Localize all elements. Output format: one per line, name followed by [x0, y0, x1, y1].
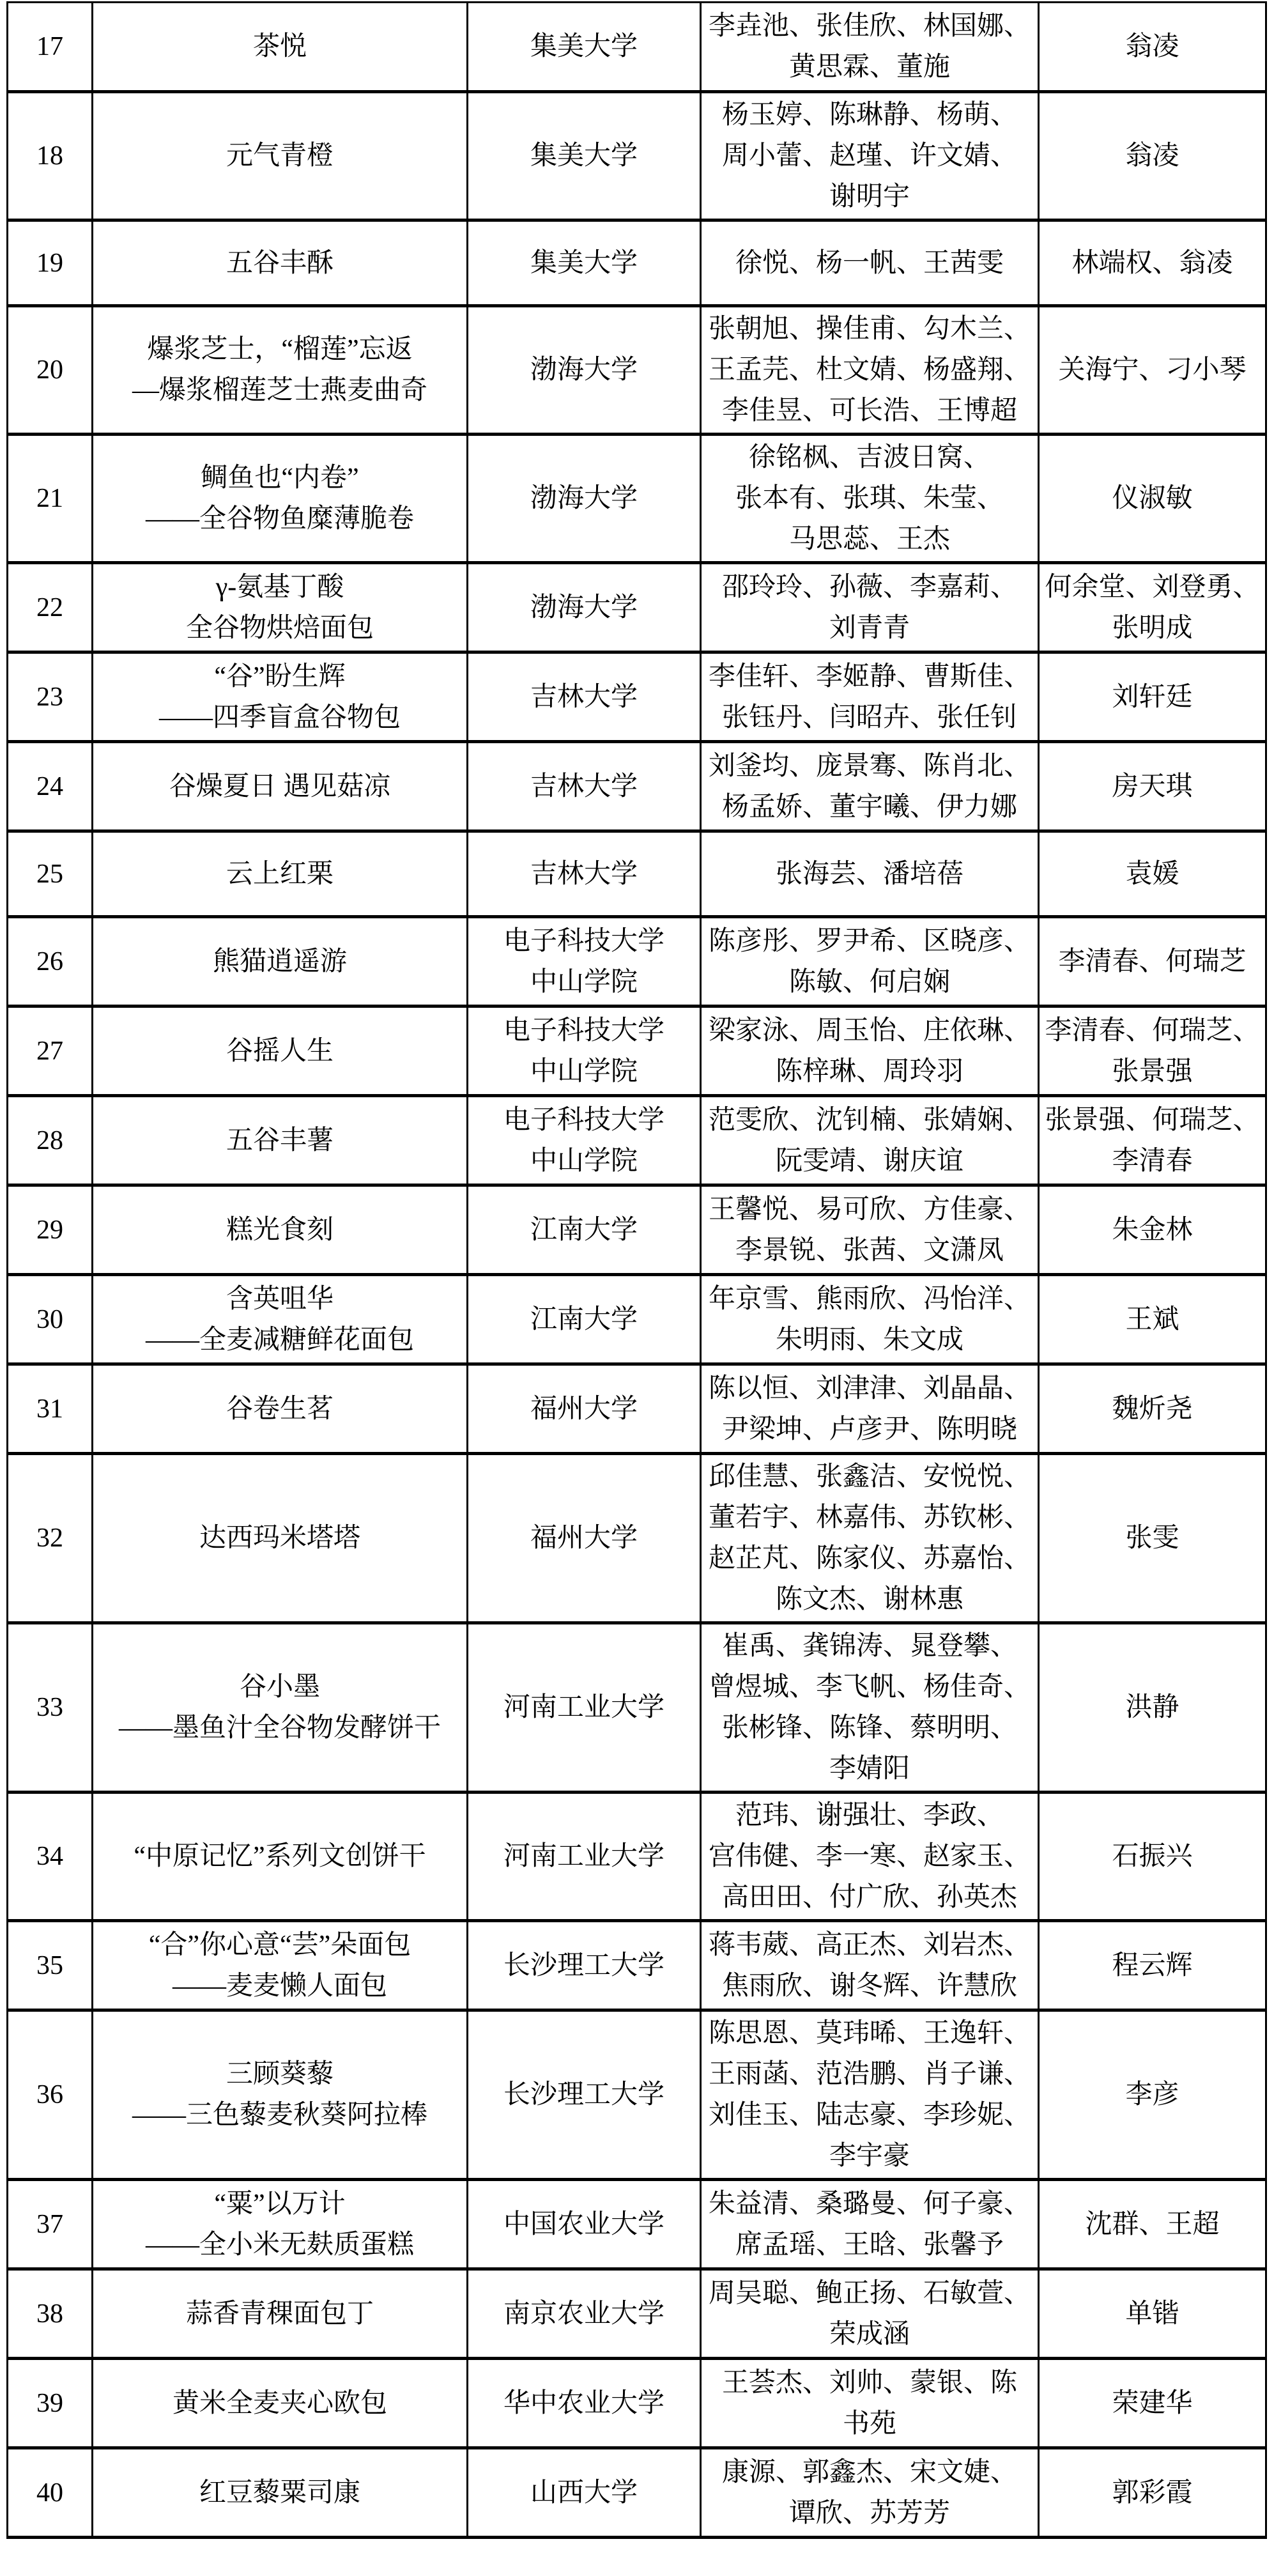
team-members-cell: [701, 831, 1039, 917]
row-number-cell: 40: [8, 2448, 93, 2538]
university-cell: [468, 2180, 701, 2269]
university-cell: [468, 3, 701, 92]
team-members-cell: [701, 563, 1039, 652]
text-line: 陈敏、何启娴: [788, 967, 950, 997]
advisor-cell: [1039, 2359, 1266, 2448]
awards-table-body: [8, 3, 1266, 2538]
row-number-cell: 18: [8, 92, 93, 220]
text-line: 李佳昱、可长浩、王博超: [721, 396, 1017, 426]
row-number-cell: 23: [8, 652, 93, 742]
text-line: 康源、郭鑫杰、宋文婕、: [721, 2457, 1017, 2487]
text-line: 南京农业大学: [503, 2299, 664, 2329]
text-line: 范雯欣、沈钊楠、张婧娴、: [708, 1105, 1031, 1135]
table-row: [8, 831, 1266, 917]
text-line: 荣成涵: [829, 2319, 910, 2349]
text-line: 书苑: [842, 2409, 896, 2439]
project-name-cell: [93, 1185, 468, 1275]
table-row: [8, 1006, 1266, 1096]
text-line: “中原记忆”系列文创饼干: [134, 1842, 426, 1871]
table-row: [8, 1185, 1266, 1275]
team-members-cell: [701, 2448, 1039, 2538]
text-line: 张明成: [1112, 613, 1193, 643]
university-cell: [468, 306, 701, 435]
advisor-cell: [1039, 1364, 1266, 1454]
row-number-cell: 25: [8, 831, 93, 917]
advisor-cell: [1039, 831, 1266, 917]
text-line: 阮雯靖、谢庆谊: [775, 1146, 963, 1176]
text-line: 刘佳玉、陆志豪、李珍妮、: [708, 2101, 1031, 2130]
text-line: 陈思恩、莫玮晞、王逸轩、: [708, 2019, 1031, 2048]
team-members-cell: [701, 1921, 1039, 2010]
advisor-cell: [1039, 742, 1266, 831]
university-cell: [468, 2448, 701, 2538]
row-number-cell: 30: [8, 1275, 93, 1364]
team-members-cell: [701, 2269, 1039, 2359]
table-row: [8, 2010, 1266, 2180]
row-number-cell: 20: [8, 306, 93, 435]
text-line: 年京雪、熊雨欣、冯怡洋、: [708, 1284, 1031, 1314]
text-line: 中山学院: [530, 1056, 638, 1086]
row-number-cell: 21: [8, 435, 93, 563]
university-cell: [468, 2359, 701, 2448]
text-line: 谷卷生茗: [226, 1394, 334, 1424]
university-cell: [468, 1623, 701, 1793]
project-name-cell: [93, 2010, 468, 2180]
text-line: 红豆藜粟司康: [199, 2478, 360, 2508]
text-line: 王馨悦、易可欣、方佳豪、: [708, 1194, 1031, 1224]
text-line: 全谷物烘焙面包: [185, 613, 374, 643]
university-cell: [468, 2269, 701, 2359]
advisor-cell: [1039, 652, 1266, 742]
text-line: 谷摇人生: [226, 1036, 334, 1066]
text-line: 杨玉婷、陈琳静、杨萌、: [721, 100, 1017, 130]
team-members-cell: [701, 917, 1039, 1006]
project-name-cell: [93, 435, 468, 563]
text-line: 渤海大学: [530, 592, 638, 622]
project-name-cell: [93, 1623, 468, 1793]
text-line: 蒋韦葳、高正杰、刘岩杰、: [708, 1930, 1031, 1960]
project-name-cell: [93, 220, 468, 306]
university-cell: [468, 831, 701, 917]
project-name-cell: [93, 2269, 468, 2359]
row-number-cell: 17: [8, 3, 93, 92]
project-name-cell: [93, 742, 468, 831]
text-line: ——三色藜麦秋葵阿拉棒: [132, 2101, 427, 2130]
university-cell: [468, 1454, 701, 1623]
project-name-cell: [93, 2180, 468, 2269]
text-line: 中山学院: [530, 967, 638, 997]
text-line: 李佳轩、李姬静、曹斯佳、: [708, 661, 1031, 691]
text-line: “合”你心意“芸”朵面包: [148, 1930, 411, 1960]
text-line: 陈以恒、刘津津、刘晶晶、: [708, 1373, 1031, 1403]
text-line: 洪静: [1125, 1693, 1179, 1722]
project-name-cell: [93, 3, 468, 92]
row-number-cell: 32: [8, 1454, 93, 1623]
text-line: 爆浆芝士，“榴莲”忘返: [147, 335, 413, 364]
university-cell: [468, 1364, 701, 1454]
text-line: 渤海大学: [530, 484, 638, 513]
text-line: 邵玲玲、孙薇、李嘉莉、: [721, 572, 1017, 602]
text-line: 周小蕾、赵瑾、许文婧、: [721, 141, 1017, 171]
text-line: 王雨菡、范浩鹏、肖子谦、: [708, 2060, 1031, 2089]
text-line: 福州大学: [530, 1523, 638, 1553]
text-line: 吉林大学: [530, 771, 638, 801]
advisor-cell: [1039, 1793, 1266, 1921]
text-line: 刘釜均、庞景骞、陈肖北、: [708, 751, 1031, 781]
row-number-cell: 31: [8, 1364, 93, 1454]
text-line: 蒜香青稞面包丁: [185, 2299, 374, 2329]
text-line: 朱益清、桑璐曼、何子豪、: [708, 2189, 1031, 2219]
project-name-cell: [93, 306, 468, 435]
text-line: 五谷丰薯: [226, 1125, 334, 1155]
row-number-cell: 34: [8, 1793, 93, 1921]
text-line: 集美大学: [530, 141, 638, 171]
project-name-cell: [93, 1006, 468, 1096]
text-line: 渤海大学: [530, 355, 638, 385]
text-line: 福州大学: [530, 1394, 638, 1424]
table-row: [8, 1096, 1266, 1185]
table-row: [8, 1921, 1266, 2010]
team-members-cell: [701, 1006, 1039, 1096]
university-cell: [468, 1793, 701, 1921]
advisor-cell: [1039, 2010, 1266, 2180]
text-line: 云上红栗: [226, 859, 334, 889]
text-line: 李清春: [1112, 1146, 1193, 1176]
advisor-cell: [1039, 917, 1266, 1006]
text-line: 李婧阳: [829, 1754, 910, 1784]
text-line: 邱佳慧、张鑫洁、安悦悦、: [708, 1462, 1031, 1492]
text-line: 曾煜城、李飞帆、杨佳奇、: [708, 1672, 1031, 1702]
advisor-cell: [1039, 2269, 1266, 2359]
university-cell: [468, 1006, 701, 1096]
row-number-cell: 26: [8, 917, 93, 1006]
advisor-cell: [1039, 2448, 1266, 2538]
text-line: 河南工业大学: [503, 1693, 664, 1722]
text-line: 华中农业大学: [503, 2388, 664, 2418]
table-row: [8, 3, 1266, 92]
project-name-cell: [93, 1364, 468, 1454]
row-number-cell: 24: [8, 742, 93, 831]
advisor-cell: [1039, 1096, 1266, 1185]
row-number-cell: 19: [8, 220, 93, 306]
project-name-cell: [93, 2359, 468, 2448]
university-cell: [468, 1185, 701, 1275]
advisor-cell: [1039, 563, 1266, 652]
advisor-cell: [1039, 92, 1266, 220]
text-line: 陈梓琳、周玲羽: [775, 1056, 963, 1086]
text-line: 李清春、何瑞芝、: [1045, 1015, 1260, 1045]
table-row: [8, 917, 1266, 1006]
text-line: 袁媛: [1125, 859, 1179, 889]
text-line: 达西玛米塔塔: [199, 1523, 360, 1553]
university-cell: [468, 652, 701, 742]
text-line: 仪淑敏: [1112, 484, 1193, 513]
text-line: 翁凌: [1125, 141, 1179, 171]
project-name-cell: [93, 1275, 468, 1364]
text-line: 李宇豪: [829, 2141, 910, 2171]
text-line: 黄思霖、董施: [788, 52, 950, 82]
text-line: 石振兴: [1112, 1842, 1193, 1871]
text-line: 王斌: [1125, 1304, 1179, 1334]
project-name-cell: [93, 92, 468, 220]
text-line: 崔禹、龚锦涛、晁登攀、: [721, 1631, 1017, 1661]
team-members-cell: [701, 652, 1039, 742]
advisor-cell: [1039, 2180, 1266, 2269]
text-line: 陈彦彤、罗尹希、区晓彦、: [708, 926, 1031, 956]
text-line: 李彦: [1125, 2080, 1179, 2109]
text-line: 江南大学: [530, 1304, 638, 1334]
text-line: 山西大学: [530, 2478, 638, 2508]
team-members-cell: [701, 220, 1039, 306]
text-line: 林端权、翁凌: [1071, 248, 1233, 278]
text-line: 王孟芫、杜文婧、杨盛翔、: [708, 355, 1031, 385]
team-members-cell: [701, 742, 1039, 831]
university-cell: [468, 435, 701, 563]
team-members-cell: [701, 1364, 1039, 1454]
text-line: 吉林大学: [530, 859, 638, 889]
advisor-cell: [1039, 1623, 1266, 1793]
university-cell: [468, 1275, 701, 1364]
team-members-cell: [701, 1185, 1039, 1275]
team-members-cell: [701, 1275, 1039, 1364]
row-number-cell: 39: [8, 2359, 93, 2448]
team-members-cell: [701, 306, 1039, 435]
row-number-cell: 35: [8, 1921, 93, 2010]
project-name-cell: [93, 1921, 468, 2010]
text-line: 长沙理工大学: [503, 2080, 664, 2109]
text-line: 长沙理工大学: [503, 1950, 664, 1980]
text-line: 集美大学: [530, 32, 638, 61]
table-row: [8, 742, 1266, 831]
row-number-cell: 38: [8, 2269, 93, 2359]
team-members-cell: [701, 1623, 1039, 1793]
university-cell: [468, 742, 701, 831]
text-line: 徐悦、杨一帆、王茜雯: [735, 248, 1004, 278]
text-line: 吉林大学: [530, 682, 638, 712]
row-number-cell: 27: [8, 1006, 93, 1096]
advisor-cell: [1039, 3, 1266, 92]
table-row: [8, 563, 1266, 652]
text-line: 房天琪: [1112, 771, 1193, 801]
team-members-cell: [701, 2359, 1039, 2448]
text-line: ——麦麦懒人面包: [172, 1971, 387, 2001]
text-line: 熊猫逍遥游: [212, 946, 347, 976]
table-row: [8, 2359, 1266, 2448]
advisor-cell: [1039, 1275, 1266, 1364]
text-line: 五谷丰酥: [226, 248, 334, 278]
text-line: 沈群、王超: [1085, 2209, 1220, 2239]
text-line: 翁凌: [1125, 32, 1179, 61]
text-line: 黄米全麦夹心欧包: [172, 2388, 387, 2418]
text-line: 高田田、付广欣、孙英杰: [721, 1883, 1017, 1912]
text-line: 朱金林: [1112, 1215, 1193, 1245]
text-line: 张海芸、潘培蓓: [775, 859, 963, 889]
table-row: [8, 2269, 1266, 2359]
text-line: γ-氨基丁酸: [215, 572, 344, 602]
text-line: ——全小米无麸质蛋糕: [145, 2230, 414, 2260]
text-line: 张景强: [1112, 1056, 1193, 1086]
text-line: 张雯: [1125, 1523, 1179, 1553]
text-line: 河南工业大学: [503, 1842, 664, 1871]
text-line: 范玮、谢强壮、李政、: [735, 1801, 1004, 1830]
text-line: 中山学院: [530, 1146, 638, 1176]
text-line: 马思蕊、王杰: [788, 525, 950, 554]
text-line: 电子科技大学: [503, 1015, 664, 1045]
advisor-cell: [1039, 1454, 1266, 1623]
text-line: 李景锐、张茜、文潇凤: [735, 1235, 1004, 1265]
text-line: 张钰丹、闫昭卉、张任钊: [721, 702, 1017, 732]
table-row: [8, 1623, 1266, 1793]
text-line: 李清春、何瑞芝: [1058, 946, 1247, 976]
text-line: 江南大学: [530, 1215, 638, 1245]
text-line: 三顾葵藜: [226, 2060, 334, 2089]
row-number-cell: 36: [8, 2010, 93, 2180]
text-line: ——墨鱼汁全谷物发酵饼干: [118, 1713, 441, 1743]
project-name-cell: [93, 831, 468, 917]
project-name-cell: [93, 917, 468, 1006]
project-name-cell: [93, 2448, 468, 2538]
text-line: 谷燥夏日 遇见菇凉: [169, 771, 391, 801]
table-row: [8, 652, 1266, 742]
text-line: 张朝旭、操佳甫、勾木兰、: [708, 314, 1031, 344]
advisor-cell: [1039, 306, 1266, 435]
table-row: [8, 92, 1266, 220]
text-line: 宫伟健、李一寒、赵家玉、: [708, 1842, 1031, 1871]
text-line: 单锴: [1125, 2299, 1179, 2329]
table-row: [8, 2448, 1266, 2538]
text-line: 徐铭枫、吉波日窝、: [748, 443, 990, 472]
text-line: ——全麦减糖鲜花面包: [145, 1325, 414, 1355]
project-name-cell: [93, 652, 468, 742]
team-members-cell: [701, 435, 1039, 563]
team-members-cell: [701, 3, 1039, 92]
text-line: 王荟杰、刘帅、蒙银、陈: [721, 2368, 1017, 2398]
table-row: [8, 1454, 1266, 1623]
text-line: 杨孟娇、董宇曦、伊力娜: [721, 792, 1017, 822]
advisor-cell: [1039, 1185, 1266, 1275]
text-line: 梁家泳、周玉怡、庄依琳、: [708, 1015, 1031, 1045]
text-line: 电子科技大学: [503, 926, 664, 956]
project-name-cell: [93, 1793, 468, 1921]
project-name-cell: [93, 563, 468, 652]
row-number-cell: 33: [8, 1623, 93, 1793]
row-number-cell: 28: [8, 1096, 93, 1185]
text-line: 张彬锋、陈锋、蔡明明、: [721, 1713, 1017, 1743]
advisor-cell: [1039, 220, 1266, 306]
university-cell: [468, 1921, 701, 2010]
text-line: 谷小墨: [239, 1672, 320, 1702]
table-row: [8, 1793, 1266, 1921]
table-row: [8, 435, 1266, 563]
team-members-cell: [701, 1096, 1039, 1185]
text-line: 荣建华: [1112, 2388, 1193, 2418]
text-line: 赵芷芃、陈家仪、苏嘉怡、: [708, 1544, 1031, 1573]
advisor-cell: [1039, 1921, 1266, 2010]
table-row: [8, 306, 1266, 435]
team-members-cell: [701, 2180, 1039, 2269]
text-line: 周吴聪、鲍正扬、石敏萱、: [708, 2278, 1031, 2308]
table-row: [8, 220, 1266, 306]
text-line: 尹梁坤、卢彦尹、陈明晓: [721, 1414, 1017, 1444]
university-cell: [468, 2010, 701, 2180]
text-line: 焦雨欣、谢冬辉、许慧欣: [721, 1971, 1017, 2001]
text-line: 糕光食刻: [226, 1215, 334, 1245]
text-line: 陈文杰、谢林惠: [775, 1585, 963, 1614]
text-line: 董若宇、林嘉伟、苏钦彬、: [708, 1503, 1031, 1532]
text-line: 朱明雨、朱文成: [775, 1325, 963, 1355]
text-line: 刘轩廷: [1112, 682, 1193, 712]
advisor-cell: [1039, 1006, 1266, 1096]
text-line: 刘青青: [829, 613, 910, 643]
text-line: 李垚池、张佳欣、林国娜、: [708, 12, 1031, 41]
text-line: 鲷鱼也“内卷”: [201, 463, 359, 493]
text-line: —爆浆榴莲芝士燕麦曲奇: [132, 376, 427, 405]
text-line: 电子科技大学: [503, 1105, 664, 1135]
advisor-cell: [1039, 435, 1266, 563]
text-line: 张景强、何瑞芝、: [1045, 1105, 1260, 1135]
table-row: [8, 1364, 1266, 1454]
text-line: 席孟瑶、王晗、张馨予: [735, 2230, 1004, 2260]
text-line: 集美大学: [530, 248, 638, 278]
project-name-cell: [93, 1096, 468, 1185]
university-cell: [468, 917, 701, 1006]
university-cell: [468, 1096, 701, 1185]
text-line: 魏炘尧: [1112, 1394, 1193, 1424]
row-number-cell: 29: [8, 1185, 93, 1275]
table-row: [8, 2180, 1266, 2269]
text-line: 含英咀华: [226, 1284, 334, 1314]
project-name-cell: [93, 1454, 468, 1623]
table-row: [8, 1275, 1266, 1364]
awards-table: [6, 1, 1267, 2539]
text-line: “粟”以万计: [214, 2189, 346, 2219]
row-number-cell: 37: [8, 2180, 93, 2269]
text-line: ——四季盲盒谷物包: [158, 702, 401, 732]
text-line: 元气青橙: [226, 141, 334, 171]
team-members-cell: [701, 1793, 1039, 1921]
team-members-cell: [701, 92, 1039, 220]
text-line: 谢明宇: [829, 182, 910, 212]
text-line: 程云辉: [1112, 1950, 1193, 1980]
team-members-cell: [701, 2010, 1039, 2180]
text-line: 张本有、张琪、朱莹、: [735, 484, 1004, 513]
text-line: 谭欣、苏芳芳: [788, 2498, 950, 2528]
text-line: 中国农业大学: [503, 2209, 664, 2239]
university-cell: [468, 563, 701, 652]
text-line: 何余堂、刘登勇、: [1045, 572, 1260, 602]
text-line: 郭彩霞: [1112, 2478, 1193, 2508]
text-line: ——全谷物鱼糜薄脆卷: [145, 504, 414, 534]
university-cell: [468, 220, 701, 306]
row-number-cell: 22: [8, 563, 93, 652]
university-cell: [468, 92, 701, 220]
text-line: 关海宁、刁小琴: [1058, 355, 1247, 385]
team-members-cell: [701, 1454, 1039, 1623]
text-line: 茶悦: [252, 32, 307, 61]
text-line: “谷”盼生辉: [214, 661, 346, 691]
